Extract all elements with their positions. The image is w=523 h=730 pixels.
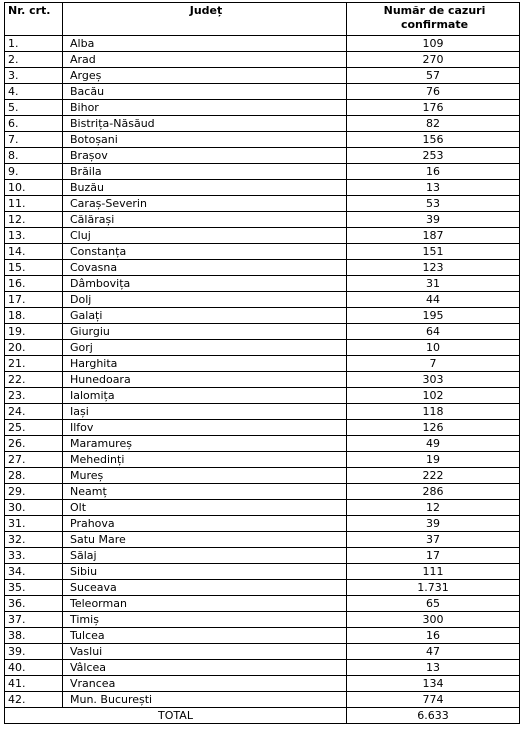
row-number: 7. [5,132,63,148]
table-row [5,452,520,468]
case-count: 12 [347,500,520,516]
table-row [5,356,520,372]
case-count: 39 [347,516,520,532]
case-count: 187 [347,228,520,244]
row-number: 3. [5,68,63,84]
county-name: Ilfov [63,420,347,436]
county-name: Mehedinți [63,452,347,468]
case-count: 123 [347,260,520,276]
case-count: 118 [347,404,520,420]
row-number: 25. [5,420,63,436]
case-count: 176 [347,100,520,116]
table-body [5,36,520,708]
row-number: 13. [5,228,63,244]
table-row [5,564,520,580]
table-row [5,420,520,436]
county-name: Maramureș [63,436,347,452]
case-count: 76 [347,84,520,100]
table-row [5,628,520,644]
table-row [5,84,520,100]
case-count: 13 [347,660,520,676]
case-count: 286 [347,484,520,500]
case-count: 134 [347,676,520,692]
header-cases-line2: confirmate [400,18,469,31]
row-number: 30. [5,500,63,516]
row-number: 1. [5,36,63,52]
table-row [5,196,520,212]
county-name: Dolj [63,292,347,308]
row-number: 26. [5,436,63,452]
table-row [5,36,520,52]
row-number: 8. [5,148,63,164]
county-name: Mun. București [63,692,347,708]
county-name: Alba [63,36,347,52]
row-number: 41. [5,676,63,692]
county-name: Brăila [63,164,347,180]
county-name: Constanța [63,244,347,260]
case-count: 253 [347,148,520,164]
row-number: 37. [5,612,63,628]
case-count: 39 [347,212,520,228]
table-row [5,516,520,532]
row-number: 28. [5,468,63,484]
row-number: 32. [5,532,63,548]
row-number: 24. [5,404,63,420]
row-number: 38. [5,628,63,644]
county-name: Harghita [63,356,347,372]
row-number: 10. [5,180,63,196]
county-name: Giurgiu [63,324,347,340]
case-count: 300 [347,612,520,628]
county-name: Botoșani [63,132,347,148]
row-number: 18. [5,308,63,324]
case-count: 64 [347,324,520,340]
county-name: Timiș [63,612,347,628]
table-row [5,148,520,164]
table-row [5,372,520,388]
header-row [5,3,520,36]
table-row [5,244,520,260]
case-count: 7 [347,356,520,372]
county-name: Argeș [63,68,347,84]
table-row [5,324,520,340]
county-name: Bihor [63,100,347,116]
case-count: 195 [347,308,520,324]
county-name: Vrancea [63,676,347,692]
case-count: 270 [347,52,520,68]
county-name: Cluj [63,228,347,244]
case-count: 65 [347,596,520,612]
case-count: 774 [347,692,520,708]
county-name: Neamț [63,484,347,500]
county-name: Vaslui [63,644,347,660]
row-number: 31. [5,516,63,532]
table-row [5,612,520,628]
row-number: 14. [5,244,63,260]
header-nr: Nr. crt. [5,3,63,36]
table-row [5,660,520,676]
county-name: Gorj [63,340,347,356]
county-name: Arad [63,52,347,68]
county-name: Suceava [63,580,347,596]
county-name: Galați [63,308,347,324]
row-number: 20. [5,340,63,356]
county-name: Sibiu [63,564,347,580]
table-row [5,260,520,276]
case-count: 19 [347,452,520,468]
table-row [5,340,520,356]
cases-table-container [4,2,520,724]
table-row [5,68,520,84]
county-name: Iași [63,404,347,420]
case-count: 222 [347,468,520,484]
case-count: 10 [347,340,520,356]
row-number: 6. [5,116,63,132]
county-name: Teleorman [63,596,347,612]
county-name: Dâmbovița [63,276,347,292]
header-cases [347,3,520,36]
case-count: 44 [347,292,520,308]
county-name: Hunedoara [63,372,347,388]
table-row [5,644,520,660]
case-count: 37 [347,532,520,548]
row-number: 33. [5,548,63,564]
row-number: 15. [5,260,63,276]
table-row [5,276,520,292]
header-judet: Județ [63,3,347,36]
county-name: Prahova [63,516,347,532]
case-count: 47 [347,644,520,660]
total-value: 6.633 [347,708,520,724]
table-row [5,116,520,132]
table-row [5,580,520,596]
table-row [5,388,520,404]
table-row [5,308,520,324]
table-row [5,484,520,500]
header-cases-line1: Număr de cazuri [383,4,486,17]
row-number: 29. [5,484,63,500]
case-count: 17 [347,548,520,564]
row-number: 35. [5,580,63,596]
cases-by-county-table [4,2,520,724]
row-number: 21. [5,356,63,372]
case-count: 126 [347,420,520,436]
case-count: 53 [347,196,520,212]
county-name: Vâlcea [63,660,347,676]
county-name: Mureș [63,468,347,484]
case-count: 16 [347,164,520,180]
total-row [5,708,520,724]
county-name: Covasna [63,260,347,276]
case-count: 111 [347,564,520,580]
row-number: 4. [5,84,63,100]
row-number: 40. [5,660,63,676]
county-name: Brașov [63,148,347,164]
table-row [5,52,520,68]
table-row [5,228,520,244]
table-row [5,532,520,548]
row-number: 17. [5,292,63,308]
case-count: 49 [347,436,520,452]
row-number: 19. [5,324,63,340]
row-number: 34. [5,564,63,580]
row-number: 12. [5,212,63,228]
row-number: 2. [5,52,63,68]
table-row [5,468,520,484]
county-name: Bacău [63,84,347,100]
case-count: 13 [347,180,520,196]
case-count: 82 [347,116,520,132]
table-row [5,404,520,420]
row-number: 11. [5,196,63,212]
row-number: 9. [5,164,63,180]
table-row [5,180,520,196]
table-row [5,548,520,564]
total-label: TOTAL [5,708,347,724]
case-count: 156 [347,132,520,148]
county-name: Sălaj [63,548,347,564]
county-name: Bistrița-Năsăud [63,116,347,132]
case-count: 151 [347,244,520,260]
row-number: 36. [5,596,63,612]
table-row [5,692,520,708]
table-row [5,596,520,612]
county-name: Olt [63,500,347,516]
county-name: Ialomița [63,388,347,404]
case-count: 31 [347,276,520,292]
county-name: Satu Mare [63,532,347,548]
row-number: 5. [5,100,63,116]
case-count: 16 [347,628,520,644]
case-count: 1.731 [347,580,520,596]
case-count: 57 [347,68,520,84]
case-count: 102 [347,388,520,404]
table-row [5,676,520,692]
county-name: Călărași [63,212,347,228]
table-row [5,132,520,148]
county-name: Caraș-Severin [63,196,347,212]
county-name: Buzău [63,180,347,196]
county-name: Tulcea [63,628,347,644]
row-number: 42. [5,692,63,708]
table-row [5,212,520,228]
table-row [5,164,520,180]
row-number: 16. [5,276,63,292]
table-row [5,292,520,308]
row-number: 23. [5,388,63,404]
table-row [5,436,520,452]
row-number: 22. [5,372,63,388]
case-count: 303 [347,372,520,388]
table-row [5,100,520,116]
row-number: 27. [5,452,63,468]
table-row [5,500,520,516]
row-number: 39. [5,644,63,660]
case-count: 109 [347,36,520,52]
